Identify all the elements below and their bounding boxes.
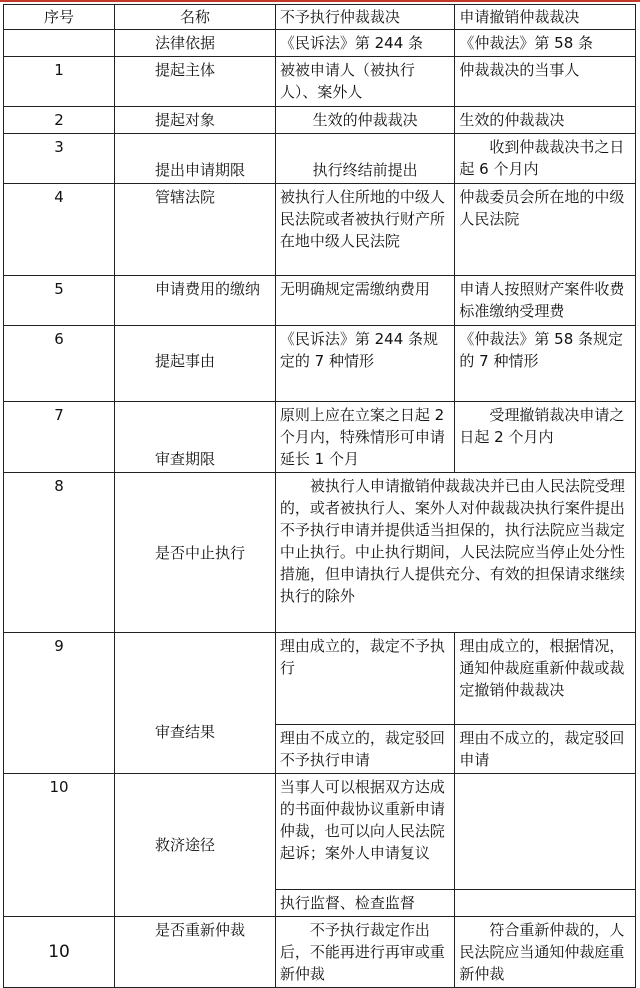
- row-not-enforce: 执行终结前提出: [275, 134, 455, 184]
- row-not-enforce: 理由不成立的，裁定驳回不予执行申请: [275, 725, 455, 774]
- row-not-enforce: 当事人可以根据双方达成的书面仲裁协议重新申请仲裁，也可以向人民法院起诉；案外人申请复议: [275, 774, 455, 890]
- row-revoke: 申请人按照财产案件收费标准缴纳受理费: [455, 276, 636, 326]
- row-not-enforce: 被执行人住所地的中级人民法院或者被执行财产所在地中级人民法院: [275, 184, 455, 276]
- row-revoke: 理由不成立的，裁定驳回申请: [455, 725, 636, 774]
- table-row: [4, 633, 636, 725]
- row-name: 申请费用的缴纳: [115, 276, 276, 326]
- row-seq: 4: [4, 184, 115, 276]
- table-row: [4, 473, 636, 633]
- row-not-enforce: 生效的仲裁裁决: [275, 107, 455, 134]
- row-name: 是否中止执行: [115, 473, 276, 633]
- table-row: [4, 276, 636, 326]
- row-name: 审查期限: [115, 402, 276, 473]
- header-revoke: 申请撤销仲裁裁决: [455, 5, 636, 30]
- row-not-enforce: 《民诉法》第 244 条: [275, 30, 455, 57]
- row-not-enforce: 理由成立的，裁定不予执行: [275, 633, 455, 725]
- row-revoke: 《仲裁法》第 58 条: [455, 30, 636, 57]
- table-row: [4, 402, 636, 473]
- table-row: [4, 774, 636, 890]
- row-revoke: [455, 774, 636, 890]
- table-row: [4, 326, 636, 402]
- row-not-enforce: 原则上应在立案之日起 2 个月内，特殊情形可申请延长 1 个月: [275, 402, 455, 473]
- row-seq: 6: [4, 326, 115, 402]
- row-revoke: 受理撤销裁决申请之日起 2 个月内: [455, 402, 636, 473]
- row-seq: 7: [4, 402, 115, 473]
- row-name: 法律依据: [115, 30, 276, 57]
- row-revoke: 《仲裁法》第 58 条规定的 7 种情形: [455, 326, 636, 402]
- row-not-enforce: 执行监督、检查监督: [275, 890, 455, 917]
- comparison-table: [3, 4, 636, 988]
- table-row: [4, 30, 636, 57]
- row-not-enforce: 被被申请人（被执行人）、案外人: [275, 57, 455, 107]
- row-seq: 2: [4, 107, 115, 134]
- table-row: [4, 134, 636, 184]
- header-seq: 序号: [4, 5, 115, 30]
- row-seq: 3: [4, 134, 115, 184]
- row-seq: 8: [4, 473, 115, 633]
- row-merged-content: 被执行人申请撤销仲裁裁决并已由人民法院受理的，或者被执行人、案外人对仲裁裁决执行案件提出不予执行申请并提供适当担保的，执行法院应当裁定中止执行。中止执行期间，人民法院应当停止处分性措施，但申请执行人提供充分、有效的担保请求继续执行的除外: [275, 473, 635, 633]
- row-seq: [4, 30, 115, 57]
- row-seq: 5: [4, 276, 115, 326]
- header-not-enforce: 不予执行仲裁裁决: [275, 5, 455, 30]
- header-name: 名称: [115, 5, 276, 30]
- row-seq: 1: [4, 57, 115, 107]
- row-revoke: 符合重新仲裁的，人民法院应当通知仲裁庭重新仲裁: [455, 917, 636, 988]
- row-revoke: [455, 890, 636, 917]
- row-name: 审查结果: [115, 633, 276, 774]
- top-accent-line: [0, 0, 640, 2]
- table-row: [4, 184, 636, 276]
- row-name: 救济途径: [115, 774, 276, 917]
- row-not-enforce: 无明确规定需缴纳费用: [275, 276, 455, 326]
- row-not-enforce: 《民诉法》第 244 条规定的 7 种情形: [275, 326, 455, 402]
- table-row: [4, 107, 636, 134]
- row-name: 提起对象: [115, 107, 276, 134]
- row-name: 提起事由: [115, 326, 276, 402]
- row-seq: 10: [4, 774, 115, 917]
- row-name: 是否重新仲裁: [115, 917, 276, 988]
- row-revoke: 仲裁裁决的当事人: [455, 57, 636, 107]
- header-row: [4, 5, 636, 30]
- table-row: [4, 57, 636, 107]
- row-revoke: 仲裁委员会所在地的中级人民法院: [455, 184, 636, 276]
- row-not-enforce: 不予执行裁定作出后，不能再进行再审或重新仲裁: [275, 917, 455, 988]
- row-seq: 10: [4, 917, 115, 988]
- row-name: 提起主体: [115, 57, 276, 107]
- row-revoke: 收到仲裁裁决书之日起 6 个月内: [455, 134, 636, 184]
- row-revoke: 理由成立的，根据情况，通知仲裁庭重新仲裁或裁定撤销仲裁裁决: [455, 633, 636, 725]
- row-seq: 9: [4, 633, 115, 774]
- row-name: 提出申请期限: [115, 134, 276, 184]
- row-revoke: 生效的仲裁裁决: [455, 107, 636, 134]
- row-name: 管辖法院: [115, 184, 276, 276]
- table-row: [4, 917, 636, 988]
